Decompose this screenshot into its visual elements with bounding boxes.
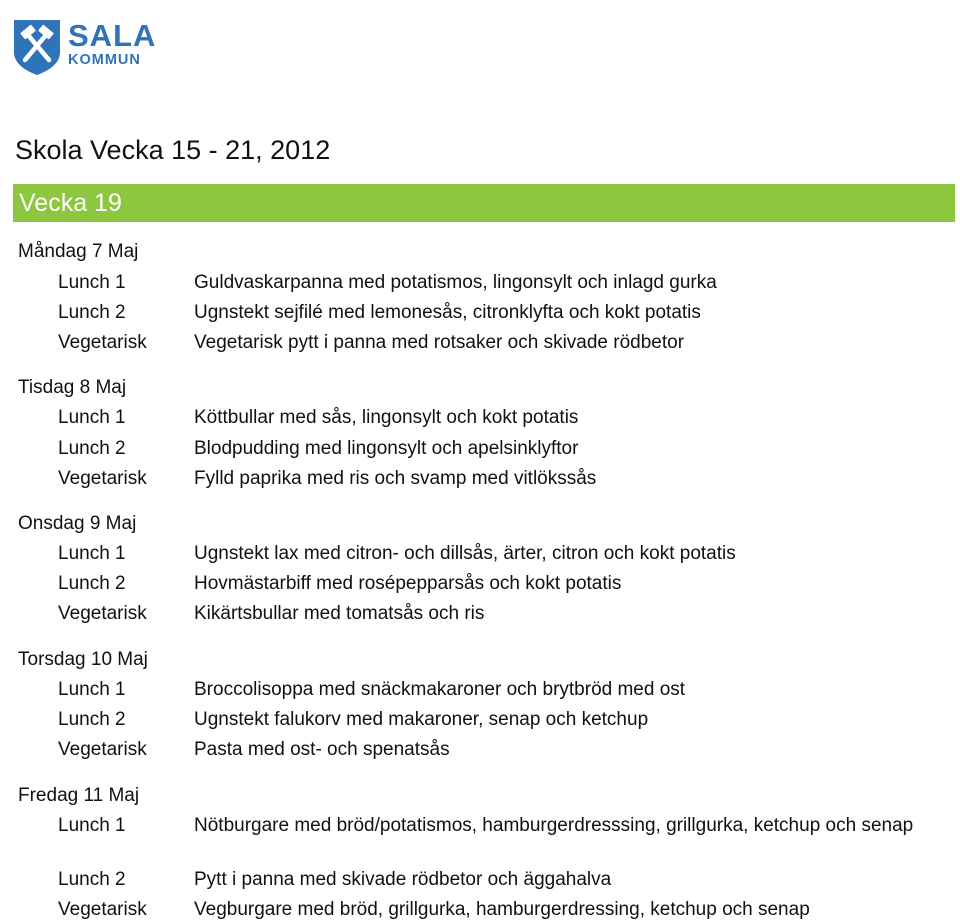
meal-label: Lunch 2 (58, 573, 126, 594)
meal-label: Vegetarisk (58, 739, 147, 760)
page-title: Skola Vecka 15 - 21, 2012 (15, 135, 331, 165)
meal-label: Vegetarisk (58, 603, 147, 624)
meal-dish: Blodpudding med lingonsylt och apelsinklyftor (194, 438, 579, 459)
meal-dish: Fylld paprika med ris och svamp med vitlökssås (194, 468, 597, 489)
logo-line-2: KOMMUN (68, 52, 141, 68)
meal-label: Lunch 1 (58, 407, 126, 428)
logo-wordmark (68, 20, 156, 68)
meal-dish: Guldvaskarpanna med potatismos, lingonsylt och inlagd gurka (194, 272, 717, 293)
meal-dish: Kikärtsbullar med tomatsås och ris (194, 603, 485, 624)
logo-line-1: SALA (68, 18, 157, 53)
day-heading: Måndag 7 Maj (18, 241, 139, 262)
meal-dish: Nötburgare med bröd/potatismos, hamburgerdresssing, grillgurka, ketchup och senap (194, 815, 914, 836)
week-header (13, 184, 955, 222)
meal-label: Lunch 1 (58, 815, 126, 836)
meal-label: Lunch 2 (58, 438, 126, 459)
meal-label: Vegetarisk (58, 468, 147, 489)
week-label: Vecka 19 (19, 189, 122, 217)
meal-dish: Köttbullar med sås, lingonsylt och kokt potatis (194, 407, 579, 428)
meal-dish: Pytt i panna med skivade rödbetor och äggahalva (194, 869, 612, 890)
meal-dish: Ugnstekt lax med citron- och dillsås, ärter, citron och kokt potatis (194, 543, 736, 564)
meal-dish: Pasta med ost- och spenatsås (194, 739, 450, 760)
crossed-hammers-shield-icon (12, 18, 62, 76)
meal-label: Lunch 1 (58, 272, 126, 293)
day-heading: Fredag 11 Maj (18, 785, 140, 806)
meal-dish: Ugnstekt sejfilé med lemonesås, citronklyfta och kokt potatis (194, 302, 701, 323)
meal-dish: Vegburgare med bröd, grillgurka, hamburgerdressing, ketchup och senap (194, 899, 810, 920)
meal-dish: Broccolisoppa med snäckmakaroner och brytbröd med ost (194, 679, 686, 700)
sala-kommun-logo (12, 18, 156, 76)
day-heading: Torsdag 10 Maj (18, 649, 148, 670)
meal-label: Vegetarisk (58, 332, 147, 353)
day-heading: Tisdag 8 Maj (18, 377, 127, 398)
meal-label: Lunch 2 (58, 709, 126, 730)
meal-label: Lunch 1 (58, 543, 126, 564)
meal-dish: Vegetarisk pytt i panna med rotsaker och skivade rödbetor (194, 332, 685, 353)
meal-label: Lunch 2 (58, 302, 126, 323)
meal-label: Lunch 2 (58, 869, 126, 890)
meal-dish: Hovmästarbiff med rosépepparsås och kokt potatis (194, 573, 622, 594)
meal-label: Lunch 1 (58, 679, 126, 700)
meal-label: Vegetarisk (58, 899, 147, 920)
meal-dish: Ugnstekt falukorv med makaroner, senap och ketchup (194, 709, 649, 730)
day-heading: Onsdag 9 Maj (18, 513, 137, 534)
